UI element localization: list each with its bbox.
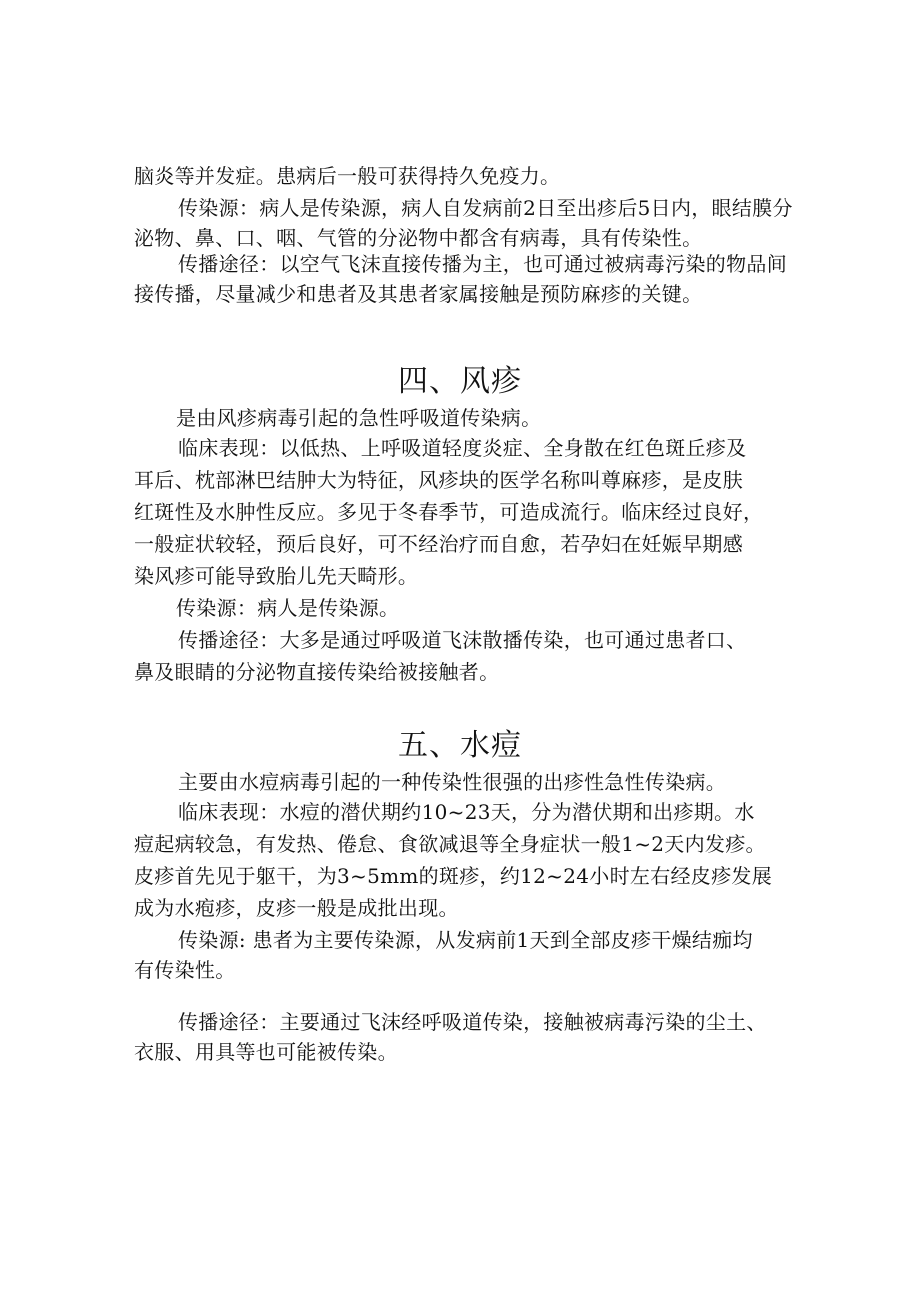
section-4-line-7: 传染源：病人是传染源。	[176, 596, 400, 620]
section-5-line-4: 皮疹首先见于躯干，为3~5mm的斑疹，约12~24小时左右经皮疹发展	[134, 864, 772, 888]
section-4-line-9: 鼻及眼睛的分泌物直接传染给被接触者。	[134, 660, 500, 684]
section-5-line-5: 成为水疱疹，皮疹一般是成批出现。	[134, 896, 459, 920]
section-4-line-1: 是由风疹病毒引起的急性呼吸道传染病。	[176, 406, 542, 430]
section-5-title: 五、水痘	[398, 728, 522, 763]
section-5-line-1: 主要由水痘病毒引起的一种传染性很强的出疹性急性传染病。	[178, 770, 727, 794]
section-4-title: 四、风疹	[398, 364, 522, 399]
section-5-line-3: 痘起病较急，有发热、倦怠、食欲减退等全身症状一般1~2天内发疹。	[134, 832, 766, 856]
section-4-line-8: 传播途径：大多是通过呼吸道飞沫散播传染，也可通过患者口、	[178, 628, 747, 652]
section-4-line-5: 一般症状较轻，预后良好，可不经治疗而自愈，若孕妇在妊娠早期感	[134, 532, 743, 556]
intro-line-3: 泌物、鼻、口、咽、气管的分泌物中都含有病毒，具有传染性。	[134, 226, 703, 250]
section-4-line-4: 红斑性及水肿性反应。多见于冬春季节，可造成流行。临床经过良好，	[134, 500, 764, 524]
section-4-line-3: 耳后、枕部淋巴结肿大为特征，风疹块的医学名称叫尊麻疹，是皮肤	[134, 468, 743, 492]
section-5-line-9: 衣服、用具等也可能被传染。	[134, 1040, 398, 1064]
section-5-line-6: 传染源: 患者为主要传染源，从发病前1天到全部皮疹干燥结痂均	[178, 928, 753, 952]
intro-line-4: 传播途径：以空气飞沫直接传播为主，也可通过被病毒污染的物品间	[178, 252, 787, 276]
section-5-line-2: 临床表现：水痘的潜伏期约10~23天，分为潜伏期和出疹期。水	[178, 800, 755, 824]
section-5-line-8: 传播途径：主要通过飞沫经呼吸道传染，接触被病毒污染的尘土、	[178, 1010, 767, 1034]
section-5-line-7: 有传染性。	[134, 958, 236, 982]
section-4-line-2: 临床表现：以低热、上呼吸道轻度炎症、全身散在红色斑丘疹及	[178, 436, 747, 460]
intro-line-5: 接传播，尽量减少和患者及其患者家属接触是预防麻疹的关键。	[134, 282, 703, 306]
intro-line-1: 脑炎等并发症。患病后一般可获得持久免疫力。	[134, 164, 561, 188]
section-4-line-6: 染风疹可能导致胎儿先天畸形。	[134, 564, 419, 588]
intro-line-2: 传染源：病人是传染源，病人自发病前2日至出疹后5日内，眼结膜分	[178, 196, 793, 220]
